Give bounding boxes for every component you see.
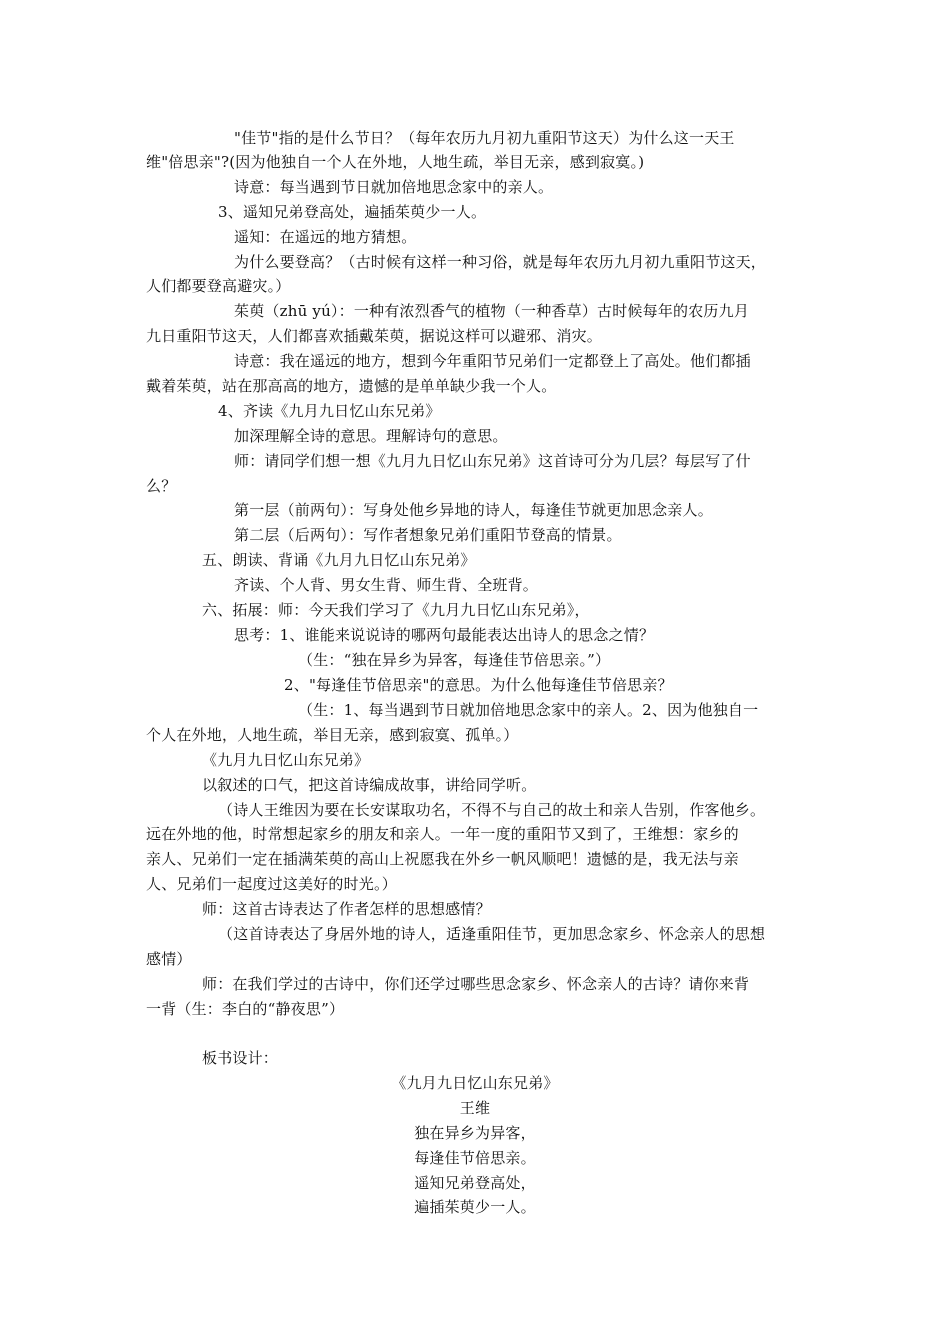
text-line: 3、遥知兄弟登高处，遍插茱萸少一人。 [218,203,487,221]
text-line: 2、"每逢佳节倍思亲"的意思。为什么他每逢佳节倍思亲？ [284,676,673,694]
board-poem-title: 《九月九日忆山东兄弟》 [391,1074,559,1092]
text-line: 人们都要登高避灾。） [146,277,291,295]
text-line: 4、齐读《九月九日忆山东兄弟》 [218,402,441,420]
text-line: 么？ [146,477,177,495]
text-line: 诗意：每当遇到节日就加倍地思念家中的亲人。 [234,178,554,196]
board-poem-author: 王维 [459,1099,491,1117]
text-line: 五、朗读、背诵《九月九日忆山东兄弟》 [202,551,476,569]
text-line: 人、兄弟们一起度过这美好的时光。） [146,875,397,893]
text-line: （生：“独在异乡为异客，每逢佳节倍思亲。”） [298,651,611,669]
text-line: 加深理解全诗的意思。理解诗句的意思。 [234,427,508,445]
text-line: 远在外地的他，时常想起家乡的朋友和亲人。一年一度的重阳节又到了，王维想：家乡的 [146,825,739,843]
text-line: 遥知：在遥远的地方猜想。 [234,228,417,246]
text-line: 一背（生：李白的“静夜思”） [146,1000,345,1018]
text-line: 九日重阳节这天，人们都喜欢插戴茱萸，据说这样可以避邪、消灾。 [146,327,603,345]
text-line: （生：1、每当遇到节日就加倍地思念家中的亲人。2、因为他独自一 [298,701,759,719]
text-line: 师：请同学们想一想《九月九日忆山东兄弟》这首诗可分为几层？每层写了什 [234,452,751,470]
text-line: 感情） [146,950,192,968]
text-line: 诗意：我在遥远的地方，想到今年重阳节兄弟们一定都登上了高处。他们都插 [234,352,751,370]
text-line: 个人在外地，人地生疏，举目无亲，感到寂寞、孤单。） [146,726,519,744]
text-line: 第一层（前两句）：写身处他乡异地的诗人，每逢佳节就更加思念亲人。 [234,501,713,519]
text-line: 思考：1、谁能来说说诗的哪两句最能表达出诗人的思念之情？ [234,626,655,644]
text-line: （诗人王维因为要在长安谋取功名，不得不与自己的故土和亲人告别，作客他乡。 [218,801,766,819]
text-line: （这首诗表达了身居外地的诗人，适逢重阳佳节，更加思念家乡、怀念亲人的思想 [218,925,766,943]
text-line: 茱萸（zhū yú）：一种有浓烈香气的植物（一种香草）古时候每年的农历九月 [234,302,750,320]
board-poem-line: 独在异乡为异客， [414,1124,536,1142]
text-line: 维"倍思亲"?(因为他独自一个人在外地，人地生疏，举目无亲，感到寂寞。) [146,153,645,171]
text-line: 第二层（后两句）：写作者想象兄弟们重阳节登高的情景。 [234,526,622,544]
text-line: 六、拓展：师：今天我们学习了《九月九日忆山东兄弟》， [202,601,590,619]
board-poem-line: 遥知兄弟登高处， [414,1174,536,1192]
text-line: 师：这首古诗表达了作者怎样的思想感情？ [202,900,491,918]
text-line: 以叙述的口气，把这首诗编成故事，讲给同学听。 [202,776,537,794]
text-line: 亲人、兄弟们一定在插满茱萸的高山上祝愿我在外乡一帆风顺吧！遗憾的是，我无法与亲 [146,850,739,868]
text-line: "佳节"指的是什么节日？（每年农历九月初九重阳节这天）为什么这一天王 [234,129,735,147]
text-line: 齐读、个人背、男女生背、师生背、全班背。 [234,576,539,594]
text-line: 师：在我们学过的古诗中，你们还学过哪些思念家乡、怀念亲人的古诗？请你来背 [202,975,750,993]
board-poem-line: 遍插茱萸少一人。 [414,1198,536,1216]
board-poem-line: 每逢佳节倍思亲。 [414,1149,536,1167]
text-line: 戴着茱萸，站在那高高的地方，遗憾的是单单缺少我一个人。 [146,377,557,395]
text-line: 为什么要登高？（古时候有这样一种习俗，就是每年农历九月初九重阳节这天， [234,253,767,271]
board-design-heading: 板书设计： [202,1049,279,1067]
text-line: 《九月九日忆山东兄弟》 [202,751,370,769]
